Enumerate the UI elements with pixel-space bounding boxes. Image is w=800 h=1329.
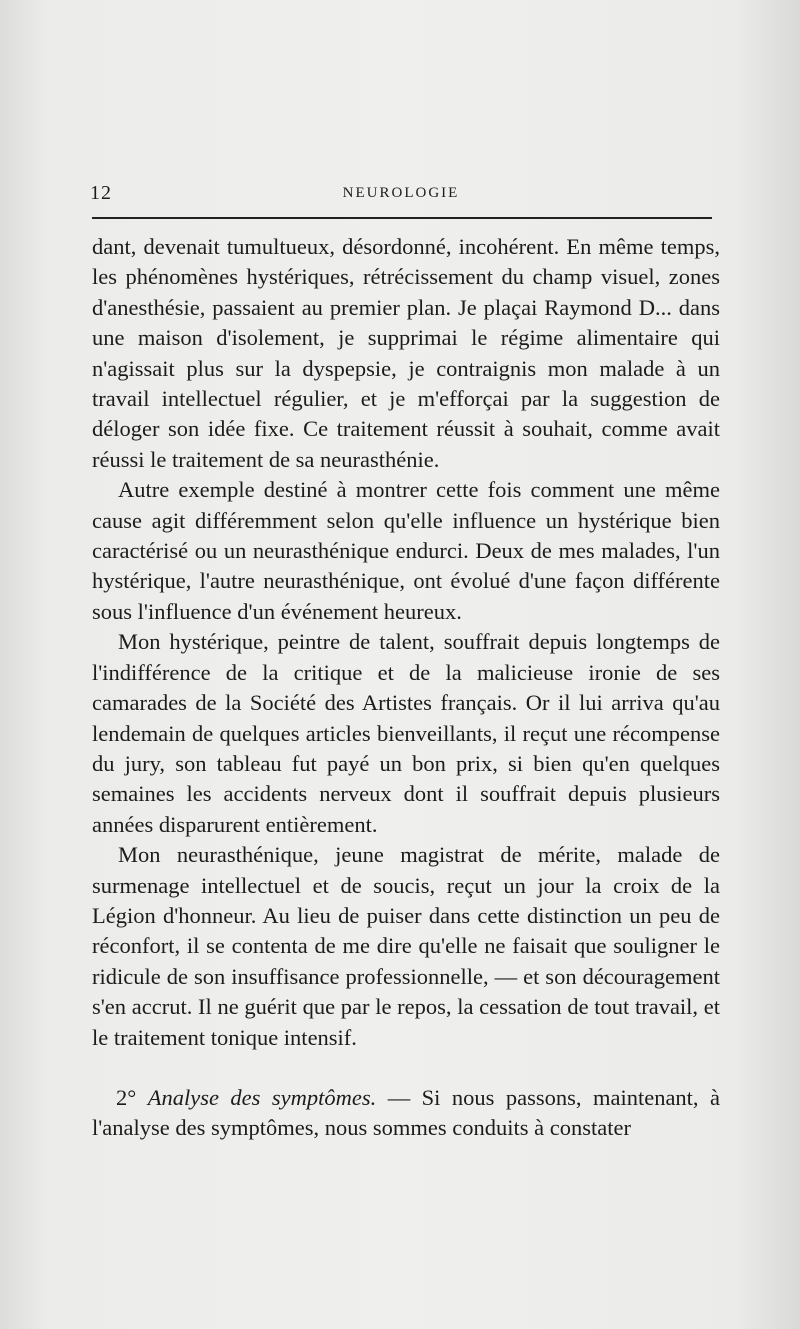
paragraph-1: dant, devenait tumultueux, désordonné, incohérent. En même temps, les phénomènes hystériques, rétrécissement du champ visuel, zones d'anesthésie, passaient au premier plan. Je plaçai Raymond D... dans une maison d'isolement, je supprimai le régime alimentaire qui n'agissait plus sur la dyspepsie, je contraignis mon malade à un travail intellectuel régulier, et je m'efforçai par la suggestion de déloger son idée fixe. Ce traitement réussit à souhait, comme avait réussi le traitement de sa neurasthénie. [92, 234, 720, 472]
header-rule [92, 217, 712, 219]
page-header [90, 180, 712, 204]
section-number: 2° [116, 1084, 137, 1110]
page-body [92, 232, 720, 1144]
section-gap [92, 1053, 720, 1083]
paragraph-2: Autre exemple destiné à montrer cette fois comment une même cause agit différemment selon qu'elle influence un hystérique bien caractérisé ou un neurasthénique endurci. Deux de mes malades, l'un hystérique, l'autre neurasthénique, ont évolué d'une façon différente sous l'influence d'un événement heureux. [92, 477, 720, 624]
section-paragraph [92, 1083, 720, 1144]
section-title: Analyse des symptômes. [147, 1084, 377, 1110]
section-text: — Si nous passons, maintenant, à l'analyse des symptômes, nous sommes conduits à constater [92, 1084, 721, 1141]
paragraph-3: Mon hystérique, peintre de talent, souffrait depuis longtemps de l'indifférence de la critique et de la malicieuse ironie de ses camarades de la Société des Artistes français. Or il lui arriva qu'au lendemain de quelques articles bienveillants, il reçut une récompense du jury, son tableau fut payé un bon prix, si bien qu'en quelques semaines les accidents nerveux dont il souffrait depuis plusieurs années disparurent entièrement. [92, 629, 720, 837]
paragraph-4: Mon neurasthénique, jeune magistrat de mérite, malade de surmenage intellectuel et de soucis, reçut un jour la croix de la Légion d'honneur. Au lieu de puiser dans cette distinction un peu de réconfort, il se contenta de me dire qu'elle ne faisait que souligner le ridicule de son insuffisance professionnelle, — et son découragement s'en accrut. Il ne guérit que par le repos, la cessation de tout travail, et le traitement tonique intensif. [92, 842, 720, 1050]
running-title: NEUROLOGIE [342, 185, 460, 201]
page-number: 12 [90, 182, 112, 204]
